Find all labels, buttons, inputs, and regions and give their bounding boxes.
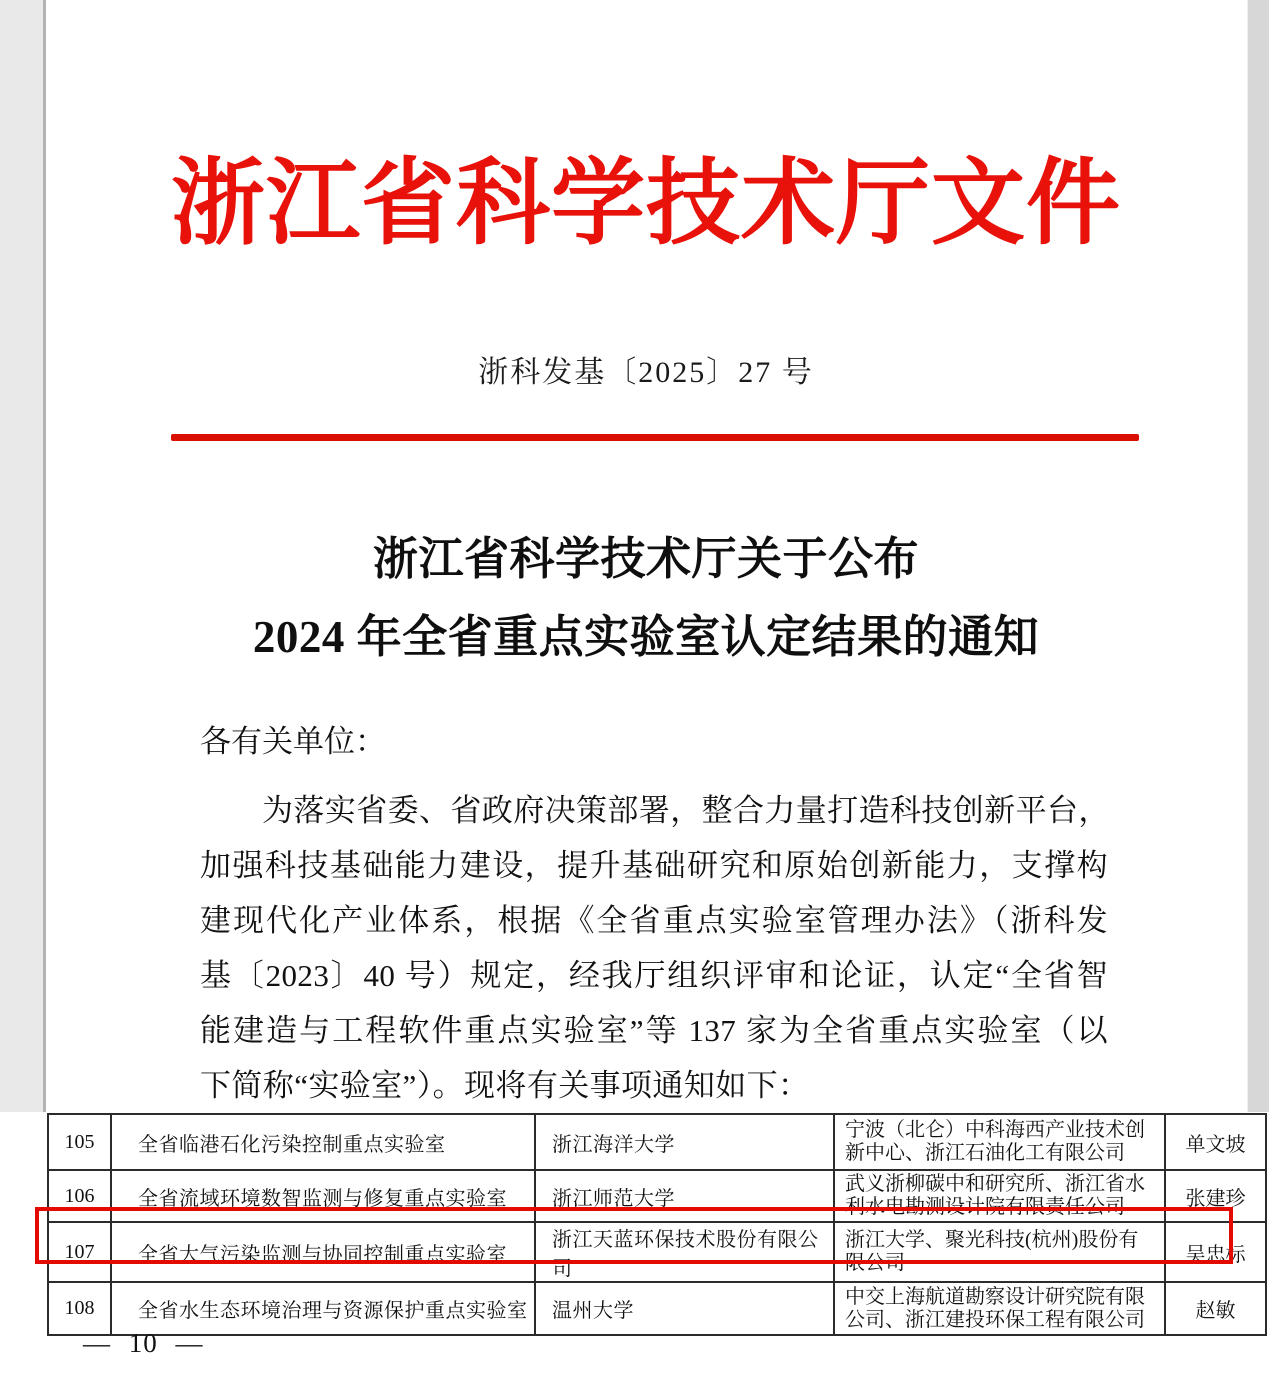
letterhead-title: 浙江省科学技术厅文件: [170, 152, 1121, 256]
host-institution-cell: 浙江海洋大学: [535, 1114, 834, 1170]
partner-institutions-cell: 中交上海航道勘察设计研究院有限公司、浙江建投环保工程有限公司: [834, 1282, 1165, 1335]
red-divider: [171, 434, 1139, 441]
partner-institutions-cell: 宁波（北仑）中科海西产业技术创新中心、浙江石油化工有限公司: [834, 1114, 1165, 1170]
scan-margin-left: [0, 0, 46, 1112]
row-number-cell: 108: [48, 1282, 111, 1335]
table-row-108: [48, 1282, 1266, 1335]
salutation: 各有关单位：: [200, 724, 386, 759]
notice-title-line1: 浙江省科学技术厅关于公布: [372, 534, 919, 584]
director-name-cell: 赵敏: [1165, 1282, 1266, 1335]
host-institution-cell: 浙江师范大学: [535, 1170, 834, 1222]
doc-number: 浙科发基〔2025〕27 号: [478, 356, 814, 389]
highlight-box-row-107: [35, 1207, 1233, 1264]
director-name-cell: 吴忠标: [1165, 1222, 1266, 1282]
host-institution-cell: 温州大学: [535, 1282, 834, 1335]
body-line-2: 加强科技基础能力建设，提升基础研究和原始创新能力，支撑构: [200, 848, 1108, 883]
lab-name-cell: 全省临港石化污染控制重点实验室: [111, 1114, 535, 1170]
body-line-6: 下简称“实验室”）。现将有关事项通知如下：: [200, 1068, 810, 1103]
body-line-4: 基〔2023〕40 号）规定，经我厅组织评审和论证，认定“全省智: [200, 958, 1108, 993]
notice-title-line2: 2024 年全省重点实验室认定结果的通知: [252, 612, 1040, 662]
director-name-cell: 张建珍: [1165, 1170, 1266, 1222]
lab-name-cell: 全省流域环境数智监测与修复重点实验室: [111, 1170, 535, 1222]
row-number-cell: 107: [48, 1222, 111, 1282]
row-number-cell: 106: [48, 1170, 111, 1222]
body-line-1: 为落实省委、省政府决策部署，整合力量打造科技创新平台，: [262, 793, 1110, 828]
body-line-3: 建现代化产业体系，根据《全省重点实验室管理办法》（浙科发: [200, 903, 1108, 938]
scan-margin-right: [1247, 0, 1269, 1112]
host-institution-cell: 浙江天蓝环保技术股份有限公司: [535, 1222, 834, 1282]
director-name-cell: 单文坡: [1165, 1114, 1266, 1170]
lab-name-cell: 全省大气污染监测与协同控制重点实验室: [111, 1222, 535, 1282]
body-paragraph: [200, 783, 1108, 1113]
lab-name-cell: 全省水生态环境治理与资源保护重点实验室: [111, 1282, 535, 1335]
partner-institutions-cell: 浙江大学、聚光科技(杭州)股份有限公司: [834, 1222, 1165, 1282]
partner-institutions-cell: 武义浙柳碳中和研究所、浙江省水利水电勘测设计院有限责任公司: [834, 1170, 1165, 1222]
row-number-cell: 105: [48, 1114, 111, 1170]
body-line-5: 能建造与工程软件重点实验室”等 137 家为全省重点实验室（以: [200, 1013, 1108, 1048]
table-row-105: [48, 1114, 1266, 1170]
page-number: — 10 —: [83, 1328, 204, 1358]
